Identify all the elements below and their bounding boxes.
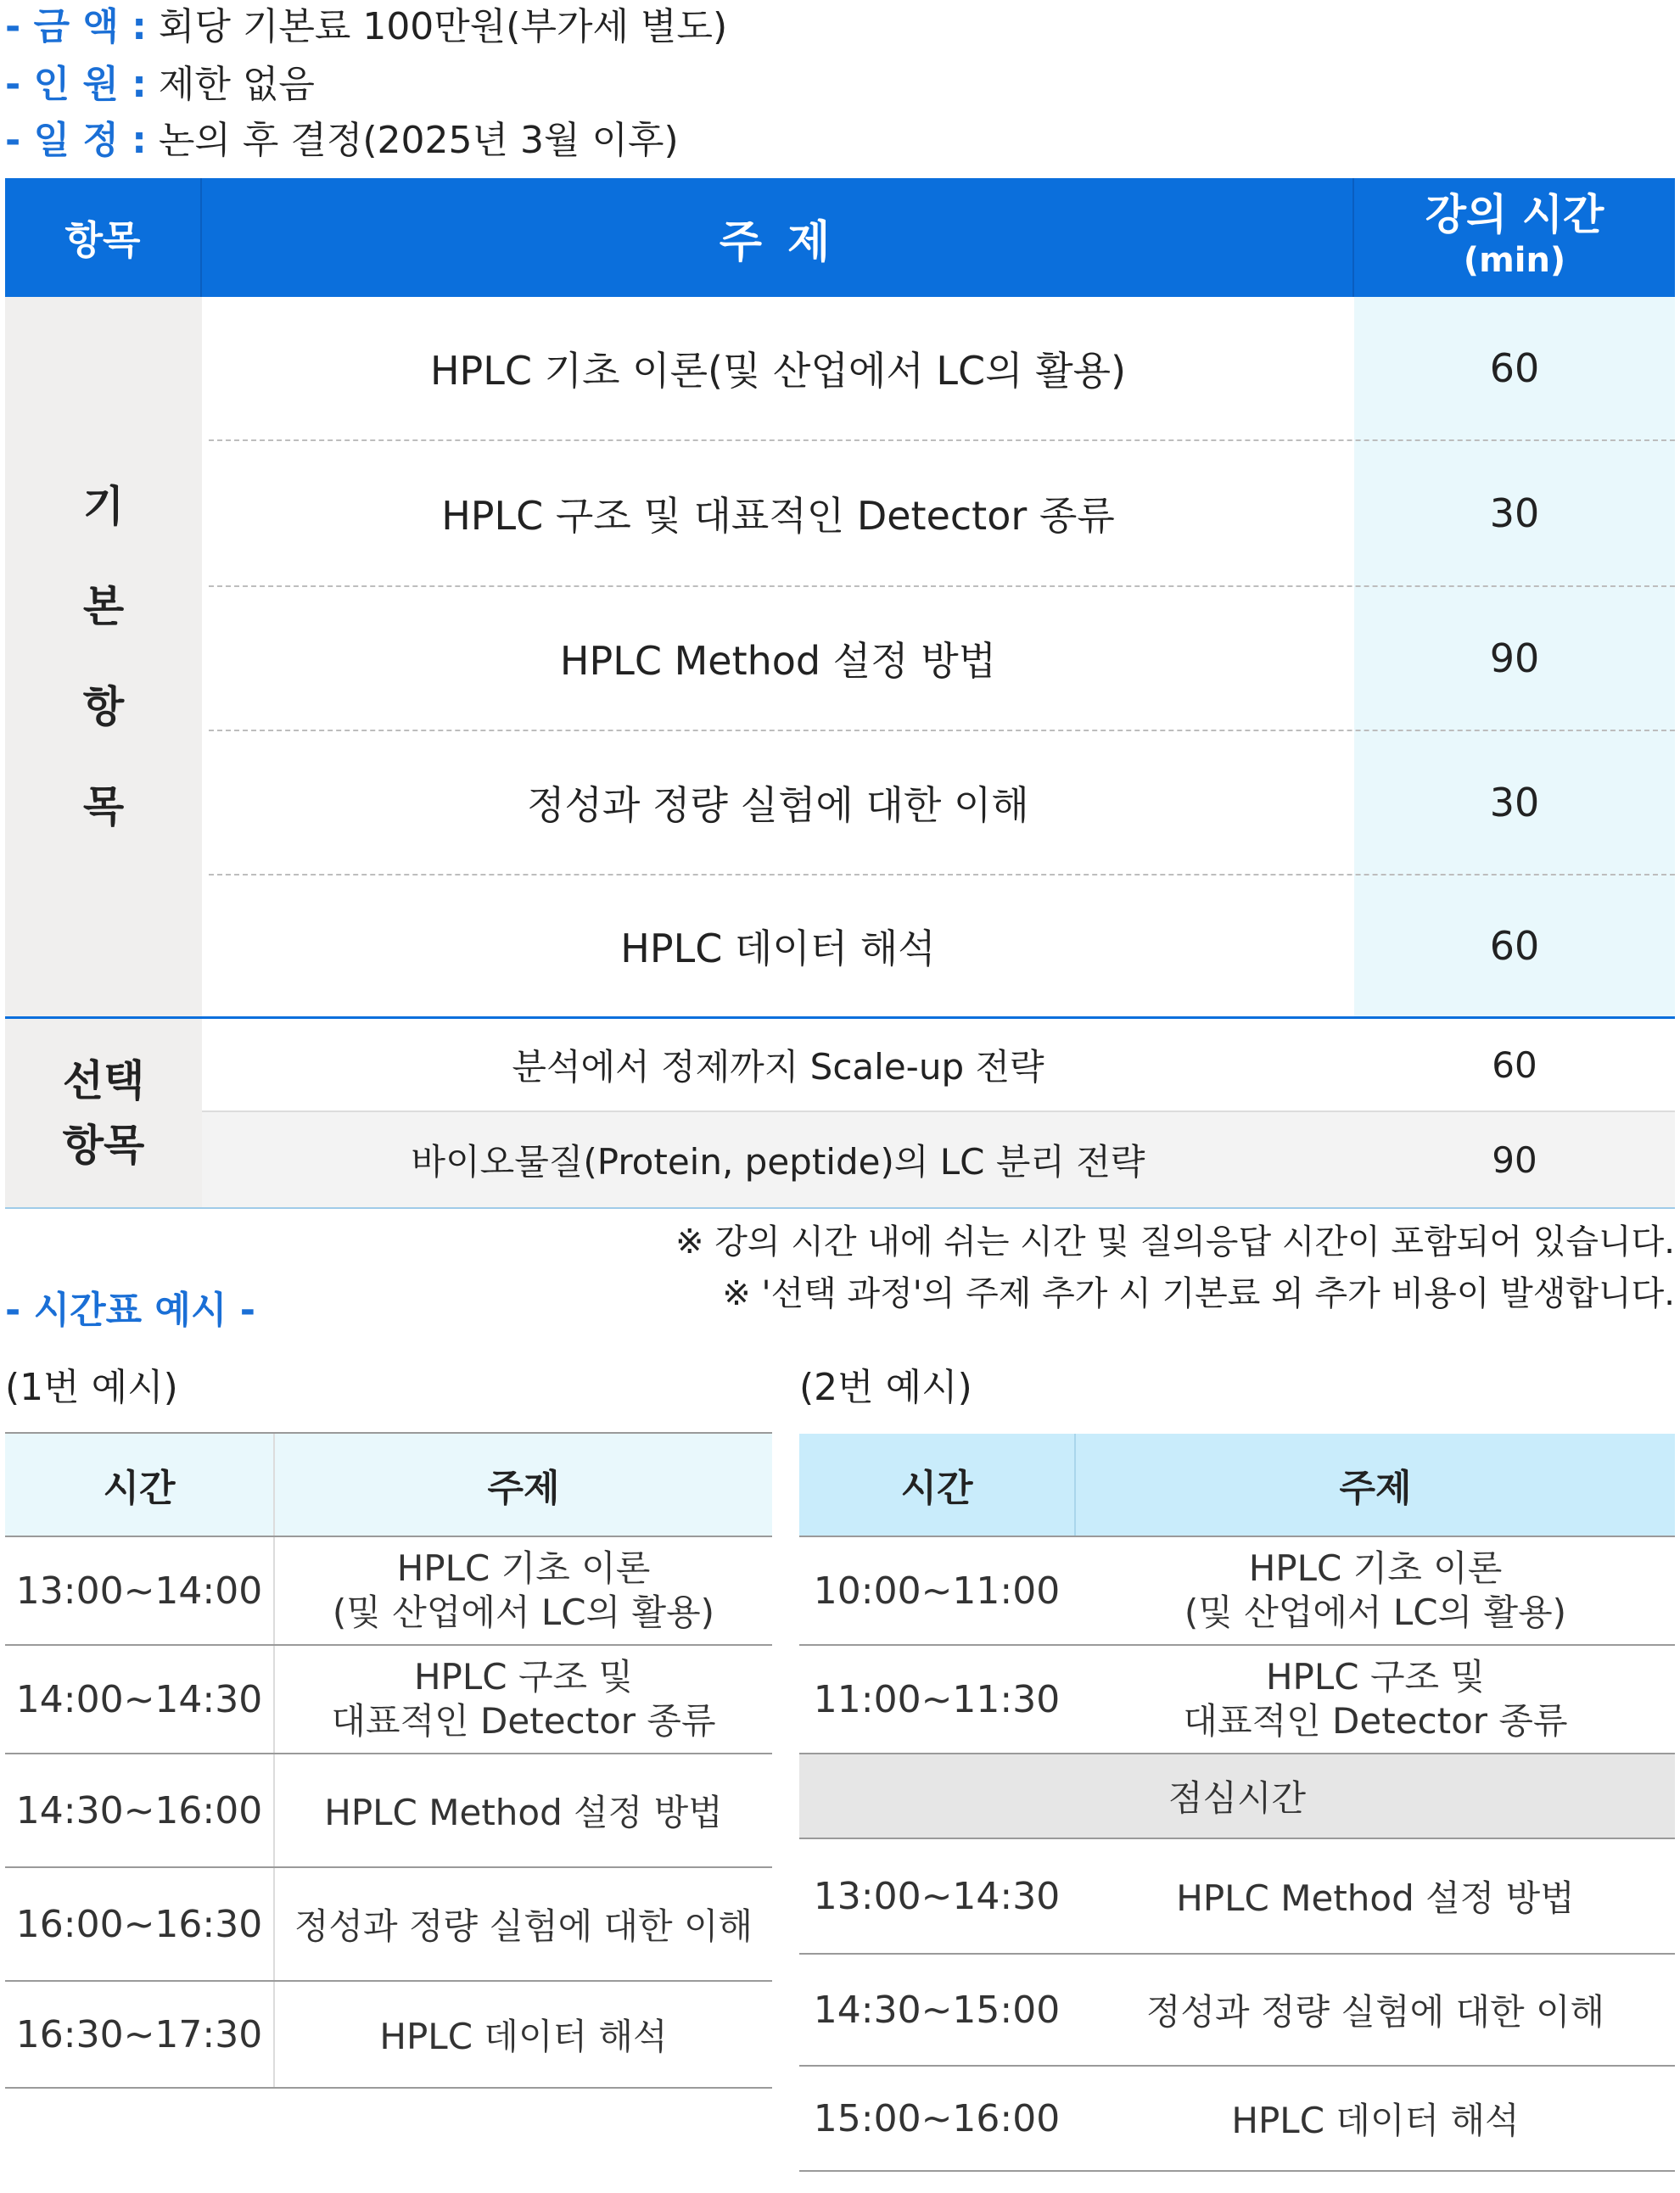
category-word: 항목 [62, 1121, 145, 1170]
header-time [1354, 178, 1675, 297]
optional-category-cell [5, 1019, 202, 1207]
row-time: 30 [1489, 490, 1540, 536]
schedule-time: 14:30~15:00 [813, 1988, 1061, 2032]
row-line [5, 2087, 772, 2089]
schedule-subject: HPLC Method 설정 방법 [1176, 1877, 1575, 1919]
info-value: 회당 기본료 100만원(부가세 별도) [158, 5, 728, 48]
table-row [202, 876, 1675, 1016]
table-bottom-border [5, 1207, 1675, 1209]
schedule-table-2 [799, 1432, 1675, 2179]
header-subject: 주 제 [202, 178, 1354, 297]
table-row [202, 441, 1675, 585]
subject-line: HPLC 구조 및 [1265, 1656, 1486, 1698]
info-schedule [5, 115, 679, 166]
info-value: 제한 없음 [158, 63, 315, 106]
row-subject: 바이오물질(Protein, peptide)의 LC 분리 전략 [411, 1141, 1145, 1183]
category-char: 항 [82, 682, 125, 731]
header-time: 시간 [103, 1467, 176, 1510]
subject-line: HPLC 기초 이론 [396, 1547, 651, 1589]
header-time: 시간 [900, 1467, 973, 1510]
schedule-time: 14:00~14:30 [15, 1677, 263, 1721]
row-time: 60 [1489, 345, 1540, 391]
subject-line: HPLC 구조 및 [413, 1656, 634, 1698]
example2-title: (2번 예시) [799, 1366, 972, 1409]
schedule-subject: HPLC 데이터 해석 [1231, 2100, 1520, 2141]
schedule-time: 10:00~11:00 [813, 1569, 1061, 1613]
info-people [5, 59, 315, 110]
header-time-label: 강의 시간 [1425, 190, 1604, 239]
table-header [5, 178, 1675, 297]
row-subject: 정성과 정량 실험에 대한 이해 [527, 782, 1029, 828]
schedule-subject [275, 1646, 772, 1753]
schedule-time: 16:30~17:30 [15, 2012, 263, 2056]
schedule-subject [1076, 1537, 1675, 1644]
subject-line: (및 산업에서 LC의 활용) [332, 1592, 715, 1633]
header-subject: 주제 [1339, 1467, 1412, 1510]
note-line: ※ '선택 과정'의 주제 추가 시 기본료 외 추가 비용이 발생합니다. [722, 1274, 1675, 1313]
row-time: 90 [1489, 635, 1540, 681]
category-char: 본 [82, 582, 125, 631]
info-label: - 인 원 : [5, 63, 147, 106]
column-divider [1074, 1434, 1076, 1536]
schedule-subject: 정성과 정량 실험에 대한 이해 [1145, 1991, 1605, 2033]
schedule-subject: HPLC Method 설정 방법 [324, 1792, 723, 1833]
table-row [202, 297, 1675, 439]
header-time-unit: (min) [1463, 241, 1566, 280]
schedule-time: 15:00~16:00 [813, 2096, 1061, 2140]
schedule-subject: HPLC 데이터 해석 [379, 2016, 668, 2057]
row-time: 60 [1489, 923, 1540, 969]
row-subject: HPLC Method 설정 방법 [559, 638, 997, 684]
schedule-title: - 시간표 예시 - [5, 1289, 255, 1332]
subject-line: HPLC 기초 이론 [1248, 1547, 1503, 1589]
schedule-table-1 [5, 1432, 772, 2094]
table-row [202, 1112, 1675, 1207]
schedule-time: 13:00~14:00 [15, 1569, 263, 1613]
row-time: 90 [1492, 1138, 1537, 1181]
basic-category-cell [5, 297, 202, 1016]
info-label: - 금 액 : [5, 5, 147, 48]
header-item: 항목 [5, 178, 202, 297]
row-subject: HPLC 기초 이론(및 산업에서 LC의 활용) [429, 348, 1127, 394]
row-line [799, 2170, 1675, 2172]
category-char: 기 [82, 482, 125, 531]
subject-line: 대표적인 Detector 종류 [331, 1700, 716, 1742]
info-label: - 일 정 : [5, 119, 147, 162]
info-value: 논의 후 결정(2025년 3월 이후) [158, 119, 679, 162]
table-row [202, 1019, 1675, 1110]
table-row [202, 587, 1675, 730]
schedule-subject [1076, 1646, 1675, 1753]
info-price [5, 2, 727, 53]
note-line: ※ 강의 시간 내에 쉬는 시간 및 질의응답 시간이 포함되어 있습니다. [675, 1222, 1675, 1262]
row-subject: HPLC 데이터 해석 [620, 926, 936, 971]
schedule-subject: 정성과 정량 실험에 대한 이해 [294, 1905, 753, 1947]
category-word: 선택 [62, 1056, 145, 1105]
example1-title: (1번 예시) [5, 1366, 178, 1409]
schedule-time: 16:00~16:30 [15, 1902, 263, 1946]
lunch-row: 점심시간 [799, 1754, 1675, 1838]
row-time: 30 [1489, 780, 1540, 825]
schedule-subject [275, 1537, 772, 1644]
subject-line: (및 산업에서 LC의 활용) [1184, 1592, 1567, 1633]
schedule-time: 14:30~16:00 [15, 1788, 263, 1832]
category-char: 목 [82, 782, 125, 831]
header-subject: 주제 [487, 1467, 560, 1510]
row-time: 60 [1492, 1043, 1537, 1086]
row-subject: HPLC 구조 및 대표적인 Detector 종류 [441, 493, 1115, 539]
schedule-time: 11:00~11:30 [813, 1677, 1061, 1721]
schedule-time: 13:00~14:30 [813, 1874, 1061, 1918]
subject-line: 대표적인 Detector 종류 [1183, 1700, 1568, 1742]
row-subject: 분석에서 정제까지 Scale-up 전략 [512, 1046, 1044, 1088]
table-row [202, 731, 1675, 874]
